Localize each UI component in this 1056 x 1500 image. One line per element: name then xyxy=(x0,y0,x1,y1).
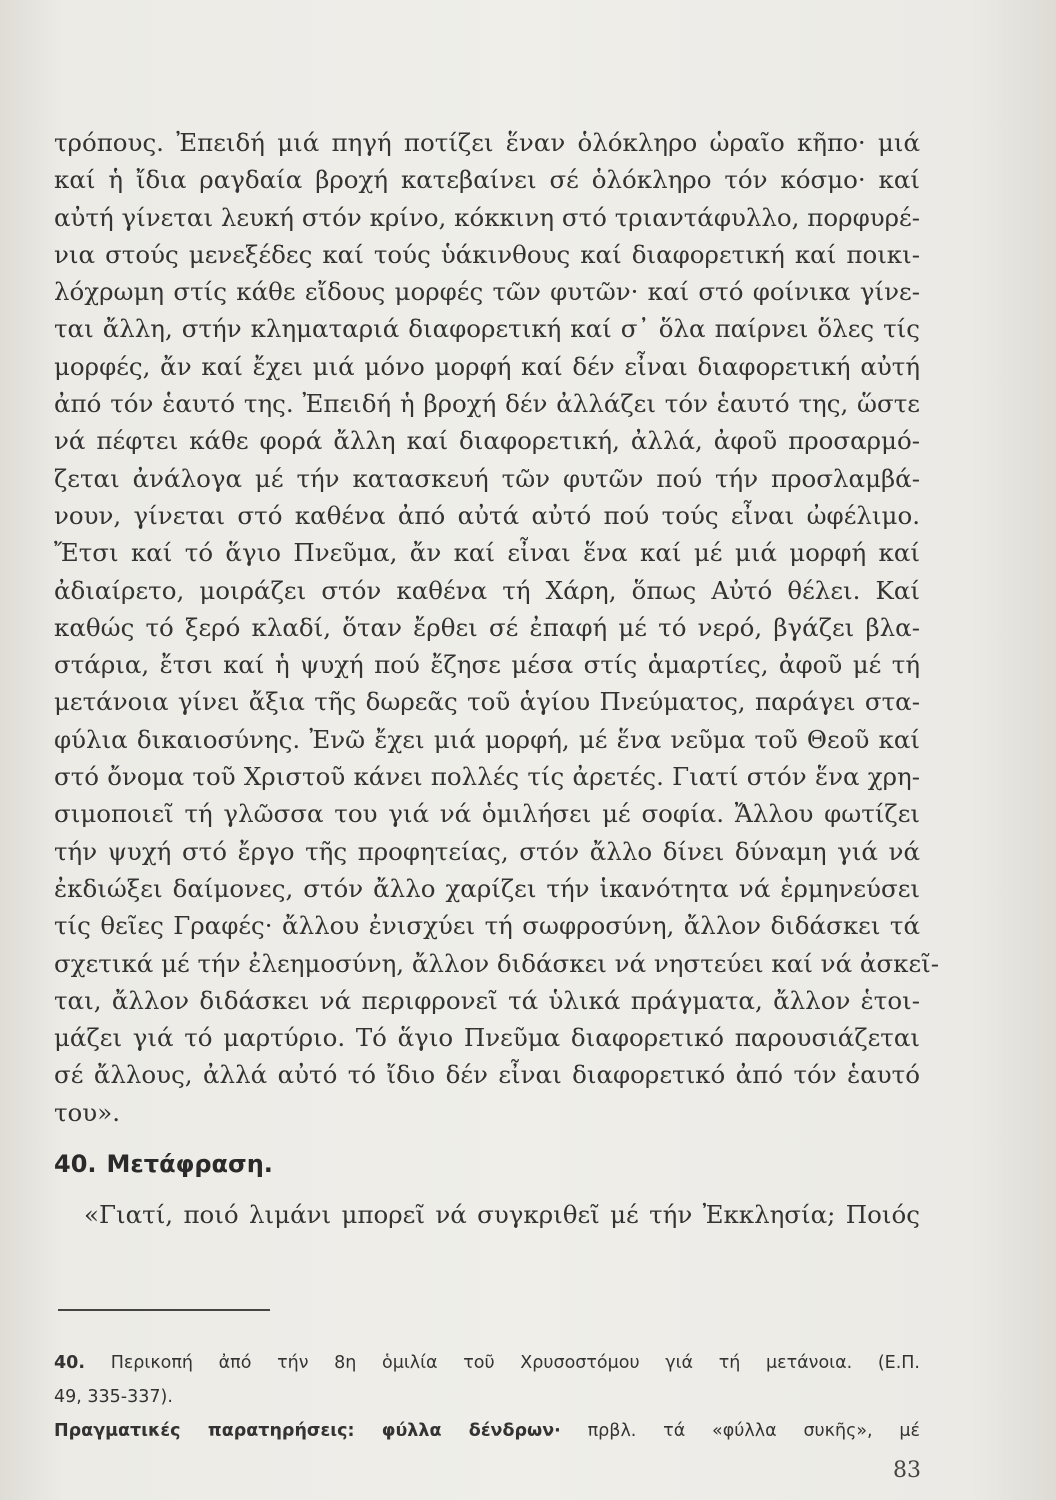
footnote-note-text: πρβλ. τά «φύλλα συκῆς», μέ xyxy=(587,1421,920,1441)
footnote-line: 49, 335-337). xyxy=(54,1387,173,1407)
footnote-label: 40. xyxy=(54,1353,86,1373)
footnote-divider xyxy=(58,1309,270,1311)
text-line: ται, ἄλλον διδάσκει νά περιφρονεῖ τά ὑλικά πράγματα, ἄλλον ἑτοι- xyxy=(54,985,920,1015)
text-line: φύλια δικαιοσύνης. Ἐνῶ ἔχει μιά μορφή, μέ ἕνα νεῦμα τοῦ Θεοῦ καί xyxy=(54,724,920,754)
text-line: σέ ἄλλους, ἀλλά αὐτό τό ἴδιο δέν εἶναι διαφορετικό ἀπό τόν ἑαυτό xyxy=(54,1060,920,1090)
text-line: νια στούς μενεξέδες καί τούς ὑάκινθους καί διαφορετική καί ποικι- xyxy=(54,239,920,269)
text-line: Ἔτσι καί τό ἅγιο Πνεῦμα, ἄν καί εἶναι ἕνα καί μέ μιά μορφή καί xyxy=(54,538,920,568)
section-number: 40. xyxy=(54,1150,97,1178)
footnote-note xyxy=(54,1414,920,1448)
text-line: ἀπό τόν ἑαυτό της. Ἐπειδή ἡ βροχή δέν ἀλλάζει τόν ἑαυτό της, ὥστε xyxy=(54,389,920,419)
text-line: ται ἄλλη, στήν κληματαριά διαφορετική καί σ᾽ ὅλα παίρνει ὅλες τίς xyxy=(54,314,920,344)
section-title: Μετάφραση. xyxy=(106,1150,273,1178)
text-line: καθώς τό ξερό κλαδί, ὅταν ἔρθει σέ ἐπαφή μέ τό νερό, βγάζει βλα- xyxy=(54,612,920,642)
text-line: ἐκδιώξει δαίμονες, στόν ἄλλο χαρίζει τήν ἱκανότητα νά ἑρμηνεύσει xyxy=(54,873,920,903)
footnotes-block xyxy=(54,1346,920,1448)
text-line: αὐτή γίνεται λευκή στόν κρίνο, κόκκινη στό τριαντάφυλλο, πορφυρέ- xyxy=(54,202,920,232)
text-line: σχετικά μέ τήν ἐλεημοσύνη, ἄλλον διδάσκει νά νηστεύει καί νά ἀσκεῖ- xyxy=(54,948,940,978)
section-heading xyxy=(54,1150,273,1178)
footnote-line xyxy=(54,1346,920,1380)
main-text-block xyxy=(54,124,940,1131)
text-line: τήν ψυχή στό ἔργο τῆς προφητείας, στόν ἄλλο δίνει δύναμη γιά νά xyxy=(54,836,920,866)
text-line: του». xyxy=(54,1097,120,1127)
text-line: μάζει γιά τό μαρτύριο. Τό ἅγιο Πνεῦμα διαφορετικό παρουσιάζεται xyxy=(54,1023,920,1053)
text-line: στό ὄνομα τοῦ Χριστοῦ κάνει πολλές τίς ἀρετές. Γιατί στόν ἕνα χρη- xyxy=(54,762,920,792)
text-line: μορφές, ἄν καί ἔχει μιά μόνο μορφή καί δέν εἶναι διαφορετική αὐτή xyxy=(54,351,920,381)
text-line: στάρια, ἔτσι καί ἡ ψυχή πού ἔζησε μέσα στίς ἁμαρτίες, ἀφοῦ μέ τή xyxy=(54,650,920,680)
footnote-note-heading: Πραγματικές παρατηρήσεις: φύλλα δένδρων· xyxy=(54,1421,561,1441)
text-line: λόχρωμη στίς κάθε εἴδους μορφές τῶν φυτῶν· καί στό φοίνικα γίνε- xyxy=(54,277,920,307)
text-line: καί ἡ ἴδια ραγδαία βροχή κατεβαίνει σέ ὁλόκληρο τόν κόσμο· καί xyxy=(54,165,920,195)
text-line: σιμοποιεῖ τή γλῶσσα του γιά νά ὁμιλήσει μέ σοφία. Ἄλλου φωτίζει xyxy=(54,799,920,829)
footnote-text: Περικοπή ἀπό τήν 8η ὁμιλία τοῦ Χρυσοστόμου γιά τή μετάνοια. (Ε.Π. xyxy=(110,1353,920,1373)
page-number: 83 xyxy=(893,1458,921,1483)
text-line: νουν, γίνεται στό καθένα ἀπό αὐτά αὐτό πού τούς εἶναι ὠφέλιμο. xyxy=(54,500,920,530)
text-line: νά πέφτει κάθε φορά ἄλλη καί διαφορετική, ἀλλά, ἀφοῦ προσαρμό- xyxy=(54,426,920,456)
text-line: τρόπους. Ἐπειδή μιά πηγή ποτίζει ἕναν ὁλόκληρο ὡραῖο κῆπο· μιά xyxy=(54,128,920,157)
text-line: ἀδιαίρετο, μοιράζει στόν καθένα τή Χάρη, ὅπως Αὐτό θέλει. Καί xyxy=(54,575,920,605)
text-line: τίς θεῖες Γραφές· ἄλλου ἐνισχύει τή σωφροσύνη, ἄλλον διδάσκει τά xyxy=(54,911,920,941)
text-line: ζεται ἀνάλογα μέ τήν κατασκευή τῶν φυτῶν πού τήν προσλαμβά- xyxy=(54,463,920,493)
quote-line: «Γιατί, ποιό λιμάνι μπορεῖ νά συγκριθεῖ μέ τήν Ἐκκλησία; Ποιός xyxy=(84,1200,920,1229)
text-line: μετάνοια γίνει ἄξια τῆς δωρεᾶς τοῦ ἁγίου Πνεύματος, παράγει στα- xyxy=(54,687,920,717)
